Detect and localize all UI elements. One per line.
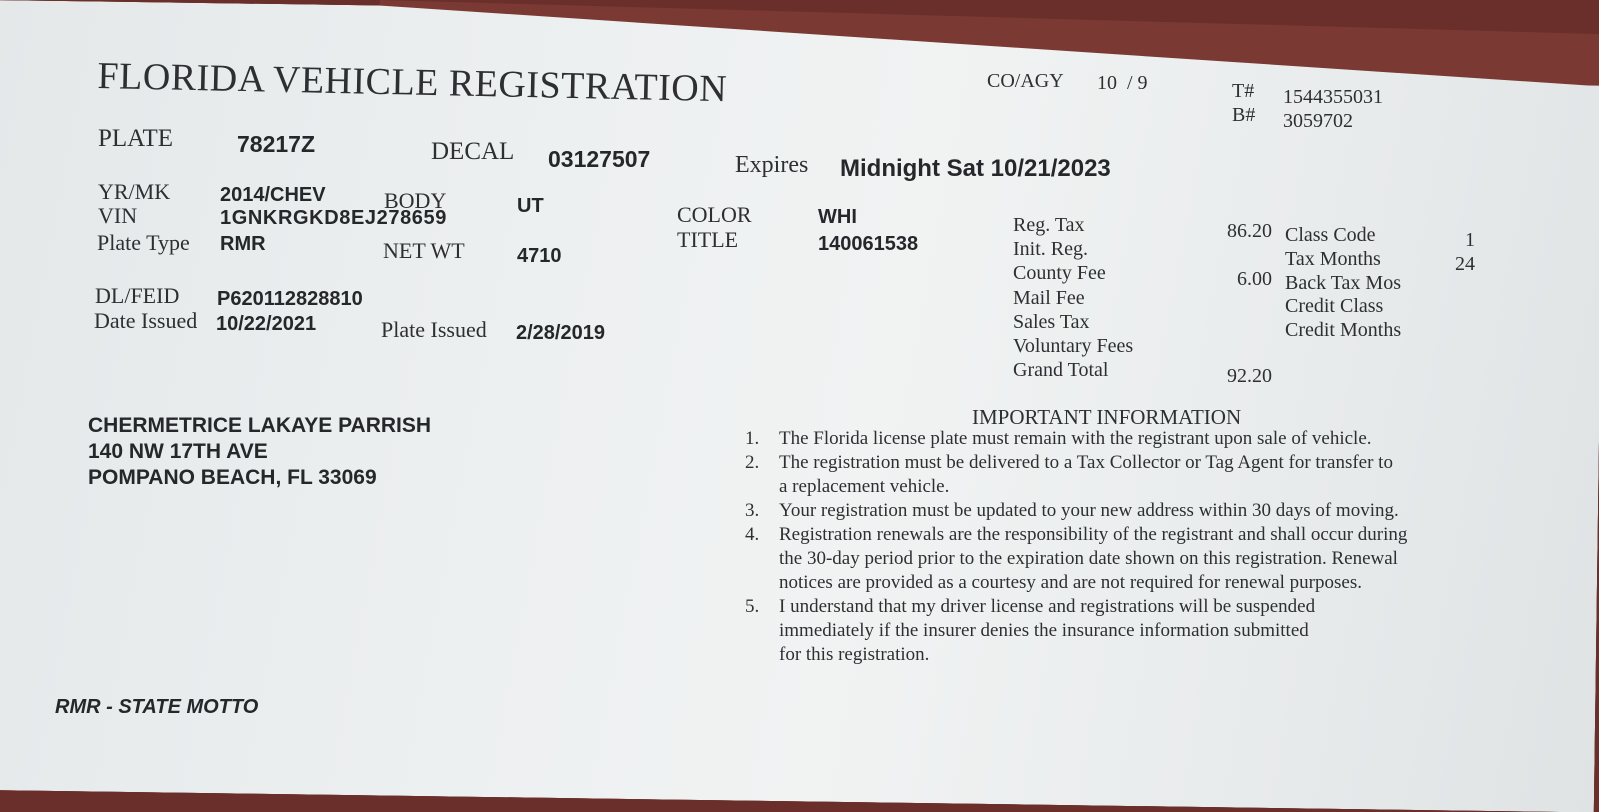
decal-label: DECAL	[431, 138, 515, 165]
dl-feid-value: P620112828810	[217, 288, 363, 310]
info-line: a replacement vehicle.	[779, 476, 950, 497]
info-num: 4.	[745, 524, 760, 545]
plate-label: PLATE	[98, 125, 173, 152]
fee-label: Reg. Tax	[1013, 214, 1085, 236]
fee-label: Mail Fee	[1013, 286, 1085, 309]
fee-value	[1190, 316, 1272, 340]
class-label: Credit Months	[1285, 319, 1402, 342]
b-value: 3059702	[1283, 110, 1353, 132]
expires-label: Expires	[735, 152, 809, 178]
info-line: I understand that my driver license and registrations will be suspended	[779, 596, 1316, 617]
b-label: B#	[1232, 104, 1256, 126]
plate-value: 78217Z	[237, 131, 316, 157]
info-line: for this registration.	[779, 644, 930, 665]
body-value: UT	[517, 195, 544, 217]
yrmk-label: YR/MK	[98, 179, 171, 204]
color-value: WHI	[818, 206, 857, 228]
t-label: T#	[1232, 80, 1255, 102]
owner-address	[88, 413, 431, 491]
class-value: 1	[1465, 229, 1475, 251]
fee-label: County Fee	[1013, 262, 1106, 285]
info-line: Registration renewals are the responsibility of the registrant and shall occur during	[779, 524, 1408, 545]
plate-issued-label: Plate Issued	[381, 317, 487, 342]
plate-type-value: RMR	[220, 233, 266, 255]
vin-label: VIN	[98, 203, 138, 228]
class-label: Credit Class	[1285, 295, 1384, 318]
class-label: Class Code	[1285, 224, 1376, 246]
info-list	[745, 427, 1407, 667]
info-item	[745, 571, 1407, 595]
info-item	[745, 427, 1407, 451]
document-title: FLORIDA VEHICLE REGISTRATION	[97, 54, 728, 111]
t-value: 1544355031	[1283, 86, 1383, 108]
fee-value: 92.20	[1227, 365, 1272, 388]
owner-city: POMPANO BEACH, FL 33069	[88, 466, 377, 489]
info-item	[745, 547, 1407, 571]
fee-label: Voluntary Fees	[1013, 335, 1134, 358]
plate-issued-value: 2/28/2019	[516, 322, 605, 344]
coagy-label: CO/AGY	[987, 70, 1064, 92]
title-label: TITLE	[677, 227, 739, 252]
decal-value: 03127507	[548, 146, 651, 172]
fee-values	[1190, 219, 1272, 388]
fee-label: Grand Total	[1013, 359, 1109, 382]
info-item	[745, 523, 1407, 547]
class-label: Back Tax Mos	[1285, 271, 1401, 294]
fee-value	[1190, 340, 1272, 364]
info-line: immediately if the insurer denies the insurance information submitted	[779, 620, 1309, 641]
info-num: 3.	[745, 500, 760, 521]
info-num: 5.	[745, 596, 760, 617]
date-issued-label: Date Issued	[94, 308, 198, 333]
fee-labels	[1013, 213, 1133, 382]
fee-value	[1190, 292, 1272, 316]
net-wt-label: NET WT	[383, 238, 465, 263]
info-line: The Florida license plate must remain with the registrant upon sale of vehicle.	[779, 428, 1372, 449]
dl-feid-label: DL/FEID	[95, 283, 180, 308]
color-label: COLOR	[677, 202, 752, 227]
info-heading: IMPORTANT INFORMATION	[972, 405, 1242, 429]
info-line: Your registration must be updated to your new address within 30 days of moving.	[779, 500, 1399, 521]
fee-value: 6.00	[1237, 268, 1272, 291]
class-labels	[1285, 224, 1401, 343]
info-item	[745, 595, 1407, 619]
date-issued-value: 10/22/2021	[216, 313, 317, 335]
body-label: BODY	[384, 188, 447, 213]
class-values	[1430, 229, 1475, 277]
info-item	[745, 451, 1407, 475]
info-num: 2.	[745, 452, 760, 473]
fee-value	[1190, 243, 1272, 267]
plate-type-label: Plate Type	[97, 230, 190, 255]
owner-name: CHERMETRICE LAKAYE PARRISH	[88, 414, 432, 437]
fee-label: Sales Tax	[1013, 310, 1090, 333]
vin-value: 1GNKRGKD8EJ278659	[220, 207, 447, 229]
info-item	[745, 643, 1407, 667]
info-item	[745, 619, 1407, 643]
fee-value: 86.20	[1227, 220, 1272, 242]
info-item	[745, 475, 1407, 499]
info-line: The registration must be delivered to a Tax Collector or Tag Agent for transfer to	[779, 452, 1393, 473]
info-item	[745, 499, 1407, 523]
coagy-value: 10 / 9	[1097, 72, 1148, 94]
info-line: notices are provided as a courtesy and are not required for renewal purposes.	[779, 572, 1362, 593]
info-line: the 30-day period prior to the expiration date shown on this registration. Renewal	[779, 548, 1398, 569]
expires-value: Midnight Sat 10/21/2023	[840, 155, 1111, 182]
title-value: 140061538	[818, 233, 919, 255]
state-motto: RMR - STATE MOTTO	[55, 696, 259, 718]
info-num: 1.	[745, 428, 760, 449]
class-label: Tax Months	[1285, 247, 1381, 270]
fee-label: Init. Reg.	[1013, 238, 1088, 261]
yrmk-value: 2014/CHEV	[220, 184, 326, 206]
net-wt-value: 4710	[517, 245, 562, 267]
class-value: 24	[1455, 252, 1475, 275]
owner-street: 140 NW 17TH AVE	[88, 440, 268, 463]
